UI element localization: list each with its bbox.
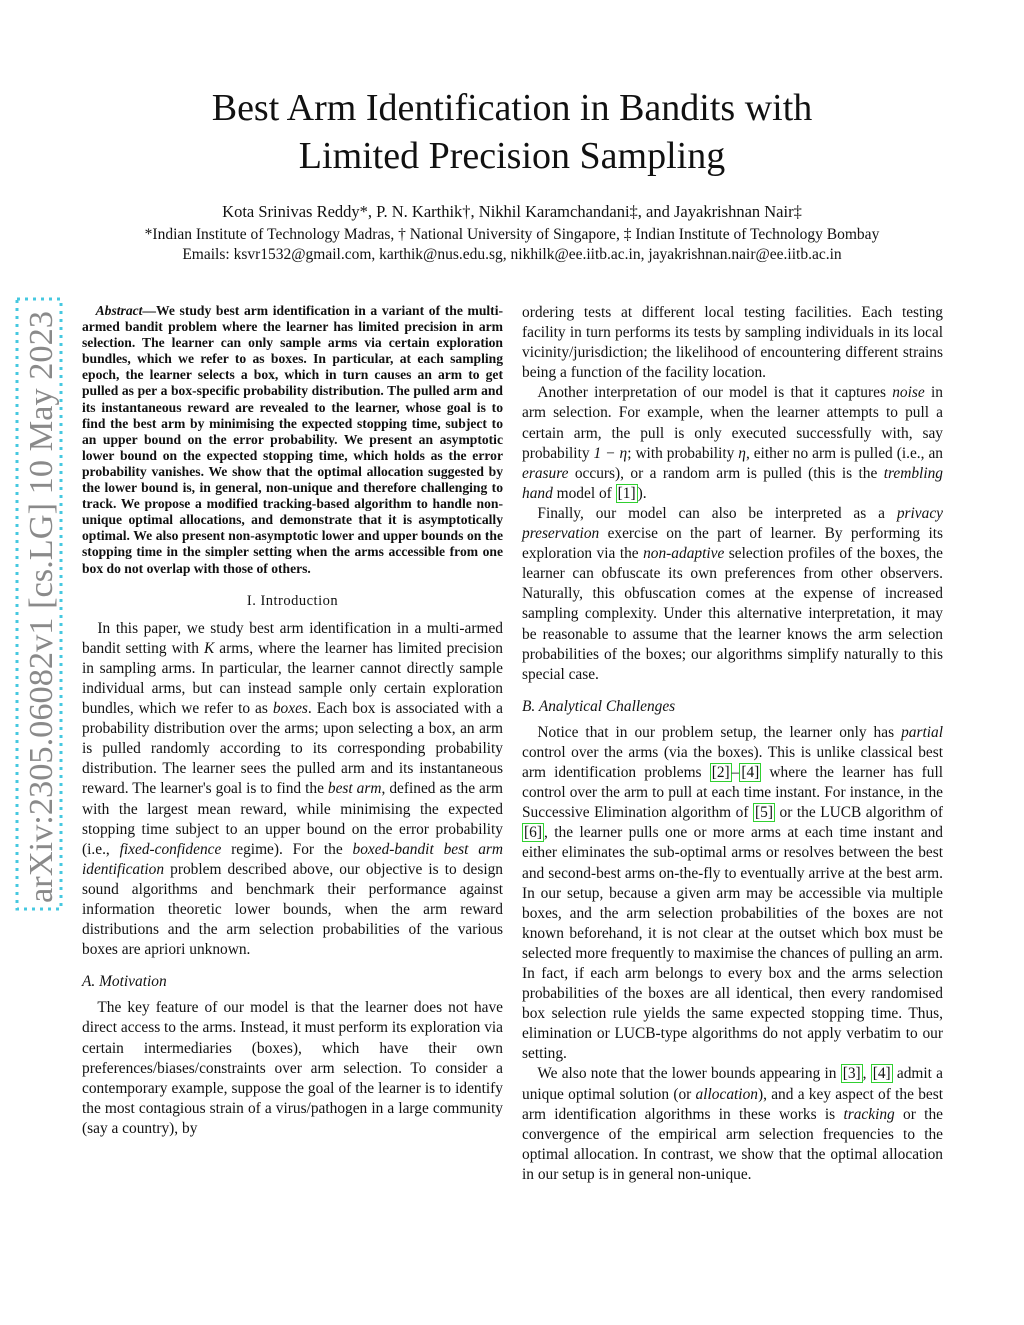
citation-link[interactable]: [4] xyxy=(872,1065,891,1083)
title-line-2: Limited Precision Sampling xyxy=(298,135,726,177)
noise-paragraph: Another interpretation of our model is that it captures noise in arm selection. For example, when the learner attempts to pull a certain arm, the pull is only executed successfully with, say probability 1 − η; with probability η, either no arm is pulled (i.e., an erasure occurs), or a random arm is pulled (this is the trembling hand model of [1] ). xyxy=(522,384,943,502)
left-column xyxy=(82,303,503,1139)
privacy-paragraph: Finally, our model can also be interpreted as a privacy preservation exercise on the part of learner. By performing its exploration via the non-adaptive selection profiles of the boxes, the learner can obfuscate its own preferences from other observers. Naturally, this obfuscation comes at the expense of increased sampling complexity. Under this alternative interpretation, it may be reasonable to assume that the learner knows the arm selection probabilities of the boxes; our algorithms simplify naturally to this special case. xyxy=(522,504,943,683)
paper-title xyxy=(0,84,1024,180)
citation-link[interactable]: [3] xyxy=(842,1065,861,1083)
citation-link[interactable]: [6] xyxy=(524,824,542,842)
motivation-paragraph: The key feature of our model is that the learner does not have direct access to the arms. Instead, it must perform its exploration via certain intermediaries (boxes), which have their own preferences/biases/constraints over arm selection. To consider a contemporary example, suppose the goal of the learner is to identify the most contagious strain of a virus/pathogen in a large community (say a country), by xyxy=(82,999,503,1137)
lower-bounds-paragraph: We also note that the lower bounds appearing in [3] , [4] admit a unique optimal solution (or allocation), and a key aspect of the best arm identification algorithms in these works is tracking or the convergence of the empirical arm selection frequencies to the optimal allocation. In contrast, we show that the optimal allocation in our setup is in general non-unique. xyxy=(522,1065,943,1183)
subsection-heading-analytical-challenges: B. Analytical Challenges xyxy=(522,697,676,715)
arxiv-stamp[interactable] xyxy=(14,297,64,911)
abstract-label: Abstract xyxy=(95,303,143,318)
citation-link[interactable]: [5] xyxy=(755,804,773,822)
abstract-text: We study best arm identification in a variant of the multi-armed bandit problem where the learner has limited precision in arm selection. The learner can only sample arms via certain exploration bundles, which we refer to as boxes. In particular, at each sampling epoch, the learner selects a box, which in turn causes an arm to get pulled as per a box-specific probability distribution. The pulled arm and its instantaneous reward are revealed to the learner, whose goal is to find the best arm by minimising the expected stopping time, subject to an upper bound on the error probability. We present an asymptotic lower bound on the expected stopping time, which holds as the error probability vanishes. We show that the optimal allocation suggested by the lower bound is, in general, non-unique and therefore challenging to track. We propose a modified tracking-based algorithm to handle non-unique optimal allocations, and demonstrate that it is asymptotically optimal. We also present non-asymptotic lower and upper bounds on the stopping time in the simpler setting when the arms accessible from one box do not overlap with those of others. xyxy=(82,303,503,576)
author-emails: Emails: ksvr1532@gmail.com, karthik@nus.edu.sg, nikhilk@ee.iitb.ac.in, jayakrishnan.nair@ee.iitb.ac.in xyxy=(182,246,842,263)
section-heading-introduction: I. Introduction xyxy=(246,592,339,609)
affiliations: *Indian Institute of Technology Madras, † National University of Singapore, ‡ Indian Institute of Technology Bombay xyxy=(144,226,880,243)
arxiv-id: arXiv:2305.06082v1 [cs.LG] 10 May 2023 xyxy=(23,317,60,903)
subsection-heading-motivation: A. Motivation xyxy=(82,973,167,991)
right-column xyxy=(522,303,943,1185)
citation-link[interactable]: [4] xyxy=(741,764,760,782)
motivation-continuation: ordering tests at different local testing facilities. Each testing facility in turn performs its tests by sampling individuals in its local vicinity/jurisdiction; the likelihood of encountering different strains being a function of the facility location. xyxy=(522,304,943,382)
author-list: Kota Srinivas Reddy*, P. N. Karthik†, Nikhil Karamchandani‡, and Jayakrishnan Nair‡ xyxy=(222,202,802,221)
title-line-1: Best Arm Identification in Bandits with xyxy=(211,87,813,129)
intro-paragraph: In this paper, we study best arm identification in a multi-armed bandit setting with K arms, where the learner has limited precision in sampling arms. In particular, the learner cannot directly sample individual arms, but can instead sample only certain exploration bundles, which we refer to as boxes. Each box is associated with a probability distribution over the arms; upon selecting a box, an arm is pulled randomly according to its corresponding probability distribution. The learner sees the pulled arm and its instantaneous reward. The learner's goal is to find the best arm, defined as the arm with the largest mean reward, while minimising the expected stopping time subject to an upper bound on the error probability (i.e., fixed-confidence regime). For the boxed-bandit best arm identification problem described above, our objective is to design sound algorithms and benchmark their performance against information theoretic lower bounds, when the arm reward distributions and the arm selection probabilities of the various boxes are apriori unknown. xyxy=(82,619,504,959)
challenges-paragraph: Notice that in our problem setup, the learner only has partial control over the arms (via the boxes). This is unlike classical best arm identification problems [2] – [4] where the learner has full control over the arm to pull at each time instant. For instance, in the Successive Elimination algorithm of [5] or the LUCB algorithm of [6] , the learner pulls one or more arms at each time instant and either eliminates the sub-optimal arms or resolves between the best and second-best arms on-the-fly to eventually arrive at the best arm. In our setup, because a given arm may be accessible via multiple boxes, and the arm selection probabilities of the boxes are not known beforehand, it is not clear at the outset which box must be selected more frequently to maximise the chances of pulling an arm. In fact, if each arm belongs to every box and the arms selection probabilities of the boxes are all identical, then every randomised box selection rule yields the same expected stopping time. Thus, elimination or LUCB-type algorithms do not apply verbatim to our setting. xyxy=(522,723,943,1063)
citation-link[interactable]: [1] xyxy=(617,484,636,502)
citation-link[interactable]: [2] xyxy=(711,764,730,782)
abstract: Abstract—We study best arm identification in a variant of the multi-armed bandit problem where the learner has limited precision in arm selection. The learner can only sample arms via certain exploration bundles, which we refer to as boxes. In particular, at each sampling epoch, the learner selects a box, which in turn causes an arm to get pulled as per a box-specific probability distribution. The pulled arm and its instantaneous reward are revealed to the learner, whose goal is to find the best arm by minimising the expected stopping time, subject to an upper bound on the error probability. We present an asymptotic lower bound on the expected stopping time, which holds as the error probability vanishes. We show that the optimal allocation suggested by the lower bound is, in general, non-unique and therefore challenging to track. We propose a modified tracking-based algorithm to handle non-unique optimal allocations, and demonstrate that it is asymptotically optimal. We also present non-asymptotic lower and upper bounds on the stopping time in the simpler setting when the arms accessible from one box do not overlap with those of others. xyxy=(82,303,503,576)
